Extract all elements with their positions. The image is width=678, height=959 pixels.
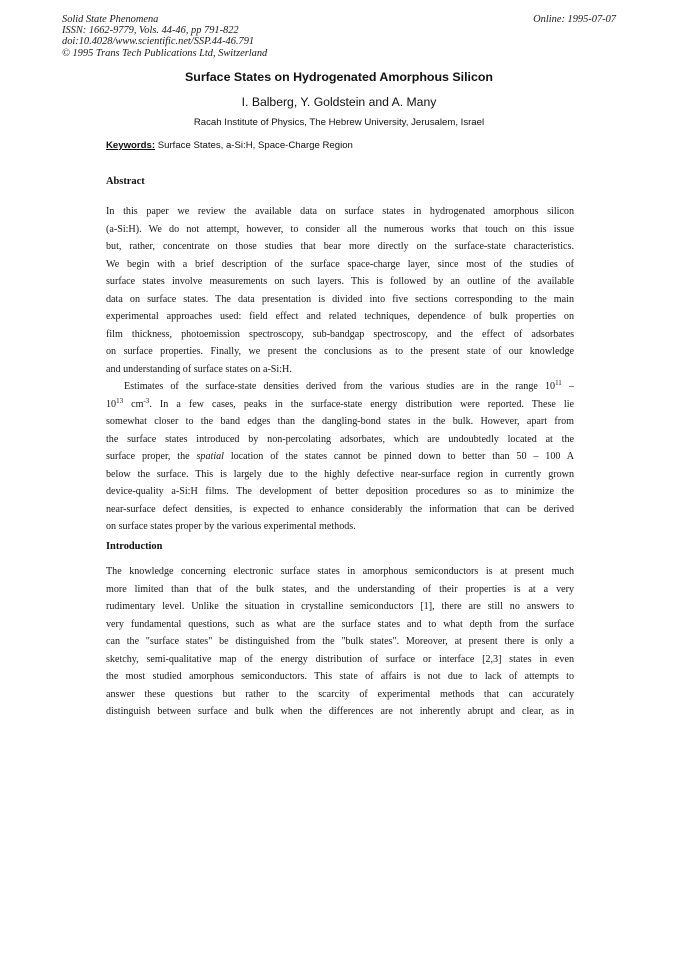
text-line: The knowledge concerning electronic surface states in amorphous semiconductors is at present much xyxy=(106,566,574,577)
superscript: -3 xyxy=(143,396,150,405)
text-line xyxy=(106,378,574,396)
abstract-paragraph-2 xyxy=(106,378,574,536)
text-line: near-surface defect densities, is expected to enhance considerably the information that can be derived xyxy=(106,503,574,515)
text-line: surface states involve measurements on such layers. This is followed by an outline of the available xyxy=(106,276,574,287)
text-line: In this paper we review the available data on surface states in hydrogenated amorphous silicon xyxy=(106,206,574,217)
journal-name: Solid State Phenomena xyxy=(62,14,159,25)
text-line: more limited than that of the bulk states, and the understanding of their properties is at a very xyxy=(106,583,574,595)
superscript: 11 xyxy=(555,379,562,387)
publication-header xyxy=(62,14,267,59)
text-span: cm xyxy=(123,398,144,410)
text-line: sketchy, semi-qualitative map of the energy distribution of surface or interface [2,3] states in even xyxy=(106,653,574,665)
text-line xyxy=(106,396,574,414)
text-line: rudimentary level. Unlike the situation in crystalline semiconductors [1], there are still no answers to xyxy=(106,601,574,612)
text-line: very fundamental questions, such as what are the surface states and to what depth from the surface xyxy=(106,618,574,630)
introduction-paragraph xyxy=(106,563,574,721)
text-line: and understanding of surface states on a-Si:H. xyxy=(106,363,292,375)
text-line: somewhat closer to the band edges than the dangling-bond states in the bulk. However, apart from xyxy=(106,416,574,427)
text-line: but, rather, concentrate on those studies that bear more directly on the surface-state characteristics. xyxy=(106,241,574,252)
text-line: can the "surface states" be distinguished from the "bulk states". Moreover, at present there is only a xyxy=(106,636,574,647)
text-line: the most studied amorphous semiconductors. This state of affairs is not due to lack of attempts to xyxy=(106,671,574,682)
author-list: I. Balberg, Y. Goldstein and A. Many xyxy=(241,95,437,109)
text-line: film thickness, photoemission spectroscopy, sub-bandgap spectroscopy, and the effect of adsorbates xyxy=(106,328,574,340)
online-date: Online: 1995-07-07 xyxy=(533,14,616,25)
affiliation: Racah Institute of Physics, The Hebrew University, Jerusalem, Israel xyxy=(193,117,485,128)
text-line: the surface states introduced by non-percolating adsorbates, which are undoubtedly located at the xyxy=(106,433,574,445)
issn-line: ISSN: 1662-9779, Vols. 44-46, pp 791-822 xyxy=(62,25,239,37)
text-line: answer these questions but rather to the scarcity of experimental methods that can accurately xyxy=(106,688,574,700)
text-span: 10 xyxy=(106,398,117,410)
doi-link[interactable]: doi:10.4028/www.scientific.net/SSP.44-46.791 xyxy=(62,36,255,48)
text-line: on surface properties. Finally, we present the conclusions as to the present state of our knowledge xyxy=(106,346,574,357)
emphasis: spatial xyxy=(196,451,224,462)
text-line: device-quality a-Si:H films. The development of better deposition procedures so as to minimize the xyxy=(106,486,574,497)
keywords xyxy=(106,140,353,151)
text-line: below the surface. This is largely due to the highly defective near-surface region in currently grown xyxy=(106,468,574,480)
keywords-label: Keywords: xyxy=(106,140,156,151)
text-line xyxy=(106,448,574,466)
introduction-heading: Introduction xyxy=(106,541,163,552)
text-line: experimental approaches used: field effect and related techniques, dependence of bulk properties on xyxy=(106,311,574,322)
text-line: We begin with a brief description of the surface space-charge layer, since most of the studies of xyxy=(106,258,574,270)
text-span: – xyxy=(561,381,574,392)
text-line: (a-Si:H). We do not attempt, however, to consider all the numerous works that touch on this issue xyxy=(106,223,574,235)
text-span: surface proper, the xyxy=(106,451,197,462)
keywords-text: Surface States, a-Si:H, Space-Charge Region xyxy=(157,140,353,151)
text-span: Estimates of the surface-state densities derived from the various studies are in the range 10 xyxy=(124,381,556,392)
text-line: data on surface states. The data presentation is divided into five sections corresponding to the main xyxy=(106,293,574,305)
abstract-heading: Abstract xyxy=(106,176,145,187)
text-span: location of the states cannot be pinned down to better than 50 – 100 A xyxy=(223,451,574,462)
text-line: on surface states proper by the various experimental methods. xyxy=(106,521,356,532)
paper-title: Surface States on Hydrogenated Amorphous Silicon xyxy=(185,70,493,84)
text-span: . In a few cases, peaks in the surface-state energy distribution were reported. These lie xyxy=(149,398,574,410)
copyright-line: © 1995 Trans Tech Publications Ltd, Switzerland xyxy=(62,47,268,59)
superscript: 13 xyxy=(116,396,124,405)
abstract-paragraph-1 xyxy=(106,203,574,378)
text-line: distinguish between surface and bulk when the differences are not inherently abrupt and clear, as in xyxy=(106,706,574,717)
